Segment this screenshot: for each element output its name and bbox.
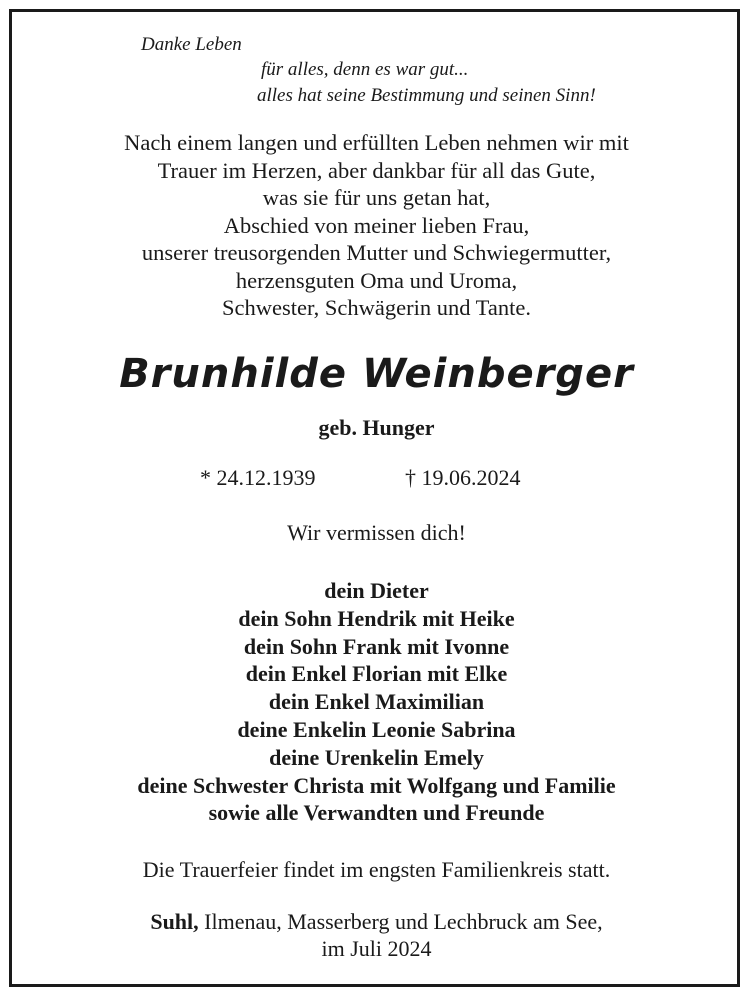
mourner-line: dein Sohn Frank mit Ivonne [243, 633, 510, 659]
intro-text [0, 129, 753, 322]
other-cities: Ilmenau, Masserberg und Lechbruck am See, [198, 909, 603, 934]
intro-line: herzensguten Oma und Uroma, [235, 267, 518, 293]
maiden-name: geb. Hunger [318, 415, 435, 440]
mourner-line: dein Dieter [324, 578, 429, 603]
birth-date: * 24.12.1939 [200, 465, 316, 490]
mourner-line: dein Sohn Hendrik mit Heike [238, 605, 515, 631]
places-block [0, 908, 753, 962]
death-date: † 19.06.2024 [405, 465, 521, 490]
mourner-line: deine Enkelin Leonie Sabrina [237, 716, 516, 742]
mourner-line: deine Urenkelin Emely [269, 744, 484, 770]
poem-line-3: alles hat seine Bestimmung und seinen Sinn! [257, 85, 596, 106]
poem-line-2: für alles, denn es war gut... [261, 59, 469, 80]
funeral-note: Die Trauerfeier findet im engsten Familienkreis statt. [142, 857, 611, 882]
miss-text: Wir vermissen dich! [287, 520, 466, 545]
date-line: im Juli 2024 [321, 936, 432, 961]
main-city: Suhl, [150, 909, 199, 934]
intro-line: Nach einem langen und erfüllten Leben nehmen wir mit [124, 130, 629, 155]
intro-line: Trauer im Herzen, aber dankbar für all das Gute, [157, 157, 596, 183]
intro-line: was sie für uns getan hat, [262, 185, 491, 210]
intro-line: unserer treusorgenden Mutter und Schwiegermutter, [141, 240, 612, 265]
mourner-line: deine Schwester Christa mit Wolfgang und Familie [137, 772, 616, 798]
mourner-line: dein Enkel Florian mit Elke [245, 661, 508, 687]
mourner-line: sowie alle Verwandten und Freunde [208, 800, 545, 826]
mourners-list [0, 577, 753, 827]
intro-line: Abschied von meiner lieben Frau, [223, 212, 530, 238]
poem-line-1: Danke Leben [141, 34, 242, 55]
intro-line: Schwester, Schwägerin und Tante. [222, 295, 531, 320]
deceased-name: Brunhilde Weinberger [119, 351, 634, 397]
places-line [0, 908, 753, 935]
mourner-line: dein Enkel Maximilian [268, 689, 485, 715]
